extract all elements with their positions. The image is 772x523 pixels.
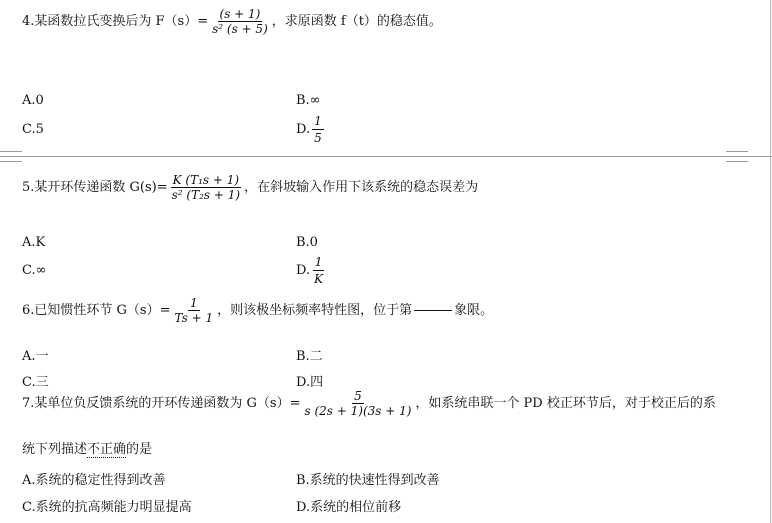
fraction-numerator: 1 bbox=[189, 296, 198, 310]
q7-option-b: B.系统的快速性得到改善 bbox=[296, 473, 440, 488]
q6-option-b: B.二 bbox=[296, 349, 323, 364]
question-5 bbox=[22, 174, 478, 201]
question-7 bbox=[22, 390, 716, 417]
q5-option-b: B.0 bbox=[296, 235, 318, 250]
question-5-suffix: ，在斜坡输入作用下该系统的稳态误差为 bbox=[244, 180, 479, 195]
q7-option-d: D.系统的相位前移 bbox=[296, 500, 402, 515]
fraction-denominator: Ts + 1 bbox=[174, 311, 214, 325]
margin-marker-right bbox=[726, 151, 748, 162]
q4-option-b: B.∞ bbox=[296, 93, 321, 108]
page-divider bbox=[0, 156, 772, 157]
question-6 bbox=[22, 297, 493, 324]
q5-option-d bbox=[296, 255, 327, 286]
question-4 bbox=[22, 8, 442, 35]
emphasis-not-correct: 不正确 bbox=[87, 442, 127, 457]
q6-option-c: C.三 bbox=[22, 375, 49, 390]
question-6-suffix-end: 象限。 bbox=[454, 303, 494, 318]
q6-option-d: D.四 bbox=[296, 375, 324, 390]
question-7-line-2-start: 统下列描述 bbox=[22, 442, 88, 457]
question-6-prefix: 6.已知惯性环节 G（s）= bbox=[22, 303, 171, 318]
fraction-numerator: 5 bbox=[354, 389, 362, 403]
margin-marker-left bbox=[0, 151, 22, 162]
question-7-prefix: 7.某单位负反馈系统的开环传递函数为 G（s）= bbox=[22, 396, 301, 411]
q5-option-a: A.K bbox=[22, 235, 46, 250]
fraction-numerator: 1 bbox=[314, 255, 323, 269]
fraction-denominator: s² (s + 5) bbox=[212, 22, 268, 36]
q7-option-c: C.系统的抗高频能力明显提高 bbox=[22, 500, 192, 515]
q4-option-d-fraction bbox=[312, 114, 324, 145]
q4-option-a: A.0 bbox=[22, 93, 44, 108]
fraction-denominator: s (2s + 1)(3s + 1) bbox=[304, 404, 412, 418]
q4-option-c: C.5 bbox=[22, 122, 44, 137]
question-6-fraction bbox=[173, 297, 216, 324]
fraction-denominator: K bbox=[314, 272, 324, 286]
question-7-fraction bbox=[303, 390, 414, 417]
fraction-denominator: s² (T₂s + 1) bbox=[171, 188, 241, 202]
q5-option-d-fraction bbox=[312, 255, 325, 286]
question-7-suffix: ，如系统串联一个 PD 校正环节后，对于校正后的系 bbox=[415, 396, 716, 411]
fraction-numerator: K (T₁s + 1) bbox=[172, 173, 240, 187]
answer-blank bbox=[414, 310, 452, 311]
fraction-numerator: (s + 1) bbox=[219, 7, 261, 21]
question-4-suffix: ，求原函数 f（t）的稳态值。 bbox=[271, 14, 442, 29]
q7-option-a: A.系统的稳定性得到改善 bbox=[22, 473, 166, 488]
fraction-denominator: 5 bbox=[314, 131, 322, 145]
question-5-prefix: 5.某开环传递函数 G(s)= bbox=[22, 180, 168, 195]
fraction-numerator: 1 bbox=[314, 114, 322, 128]
q4-option-d bbox=[296, 114, 326, 145]
question-4-prefix: 4.某函数拉氏变换后为 F（s）= bbox=[22, 14, 209, 29]
q5-option-d-label: D. bbox=[296, 263, 311, 278]
question-7-line-2-end: 的是 bbox=[126, 442, 153, 457]
q6-option-a: A.一 bbox=[22, 349, 49, 364]
q4-option-d-label: D. bbox=[296, 122, 311, 137]
q5-option-c: C.∞ bbox=[22, 263, 47, 278]
question-6-suffix: ，则该极坐标频率特性图，位于第 bbox=[217, 303, 413, 318]
question-5-fraction bbox=[170, 174, 242, 201]
page-right-border bbox=[770, 0, 771, 523]
question-7-line-2 bbox=[22, 438, 152, 457]
question-4-fraction bbox=[210, 8, 270, 35]
